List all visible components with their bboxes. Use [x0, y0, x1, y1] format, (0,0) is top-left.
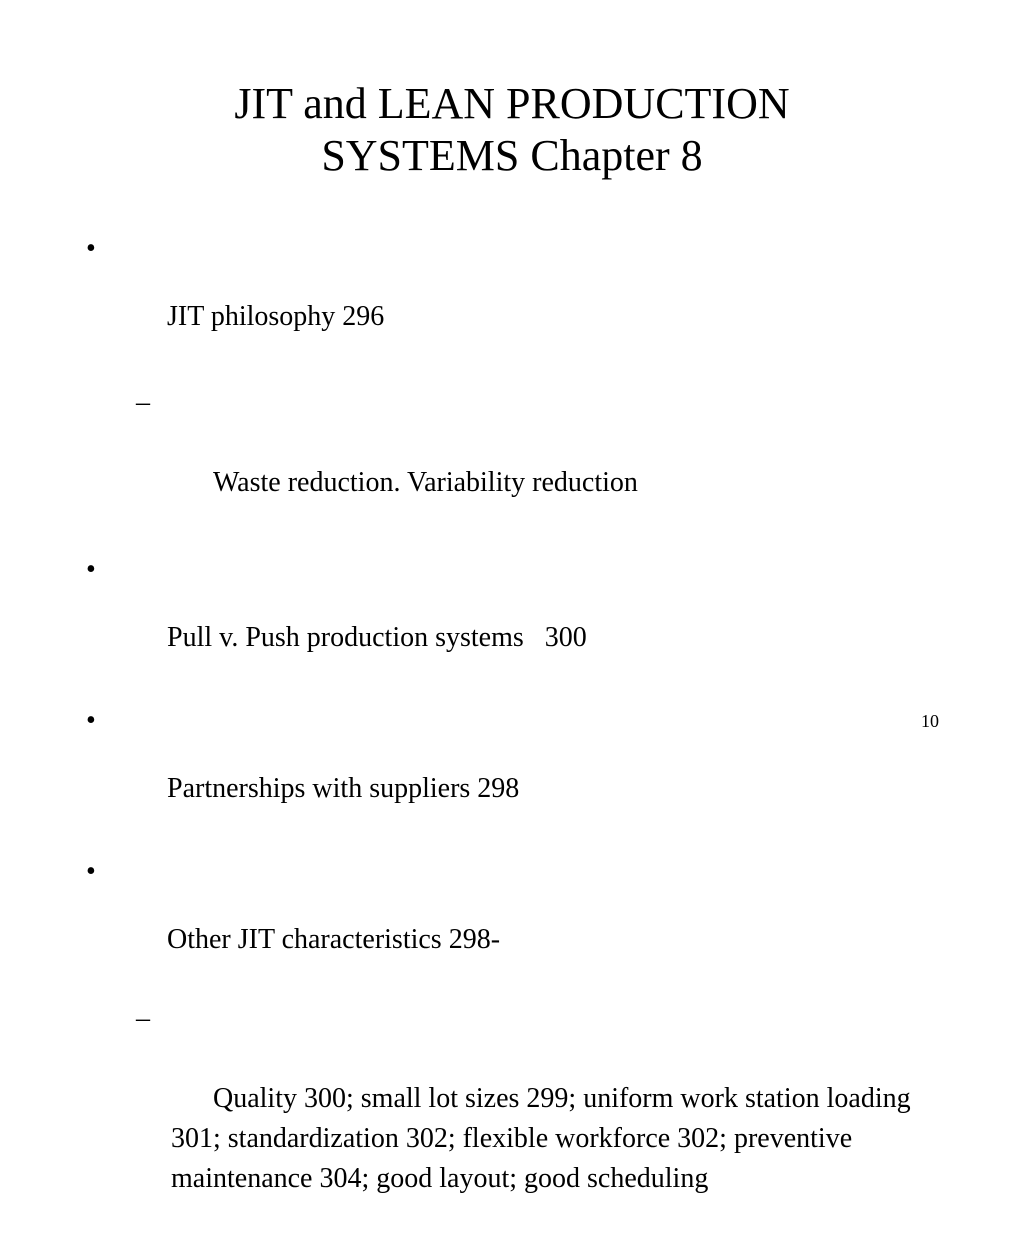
bullet-item-pull-push	[86, 553, 936, 689]
sub-bullet-text: Quality 300; small lot sizes 299; uniform work station loading 301; standardization 302; flexible workforce 302; preventive maintenance 304; good layout; good scheduling	[171, 1083, 918, 1194]
sub-bullet-text: Waste reduction. Variability reduction	[213, 467, 638, 498]
bullet-text: Pull v. Push production systems 300	[167, 622, 587, 653]
page-number: 10	[921, 711, 939, 731]
bullet-marker: •	[86, 856, 96, 887]
bullet-list	[86, 232, 936, 1247]
bullet-text: Partnerships with suppliers 298	[167, 773, 520, 804]
dash-marker: –	[136, 387, 150, 418]
bullet-marker: •	[86, 233, 96, 264]
bullet-text: Other JIT characteristics 298-	[167, 924, 501, 955]
bullet-item-jit-philosophy	[86, 232, 936, 368]
sub-bullet-waste-reduction	[86, 383, 936, 543]
bullet-marker: •	[86, 705, 96, 736]
dash-marker: –	[136, 1003, 150, 1034]
slide-title-line-1: JIT and LEAN PRODUCTION	[234, 79, 790, 128]
sub-bullet-quality-list	[86, 999, 936, 1239]
bullet-item-partnerships	[86, 704, 936, 840]
slide-title-line-2: SYSTEMS Chapter 8	[321, 131, 703, 180]
bullet-text: JIT philosophy 296	[167, 301, 385, 332]
bullet-item-other-jit	[86, 855, 936, 991]
slide-title	[100, 78, 924, 182]
bullet-marker: •	[86, 554, 96, 585]
